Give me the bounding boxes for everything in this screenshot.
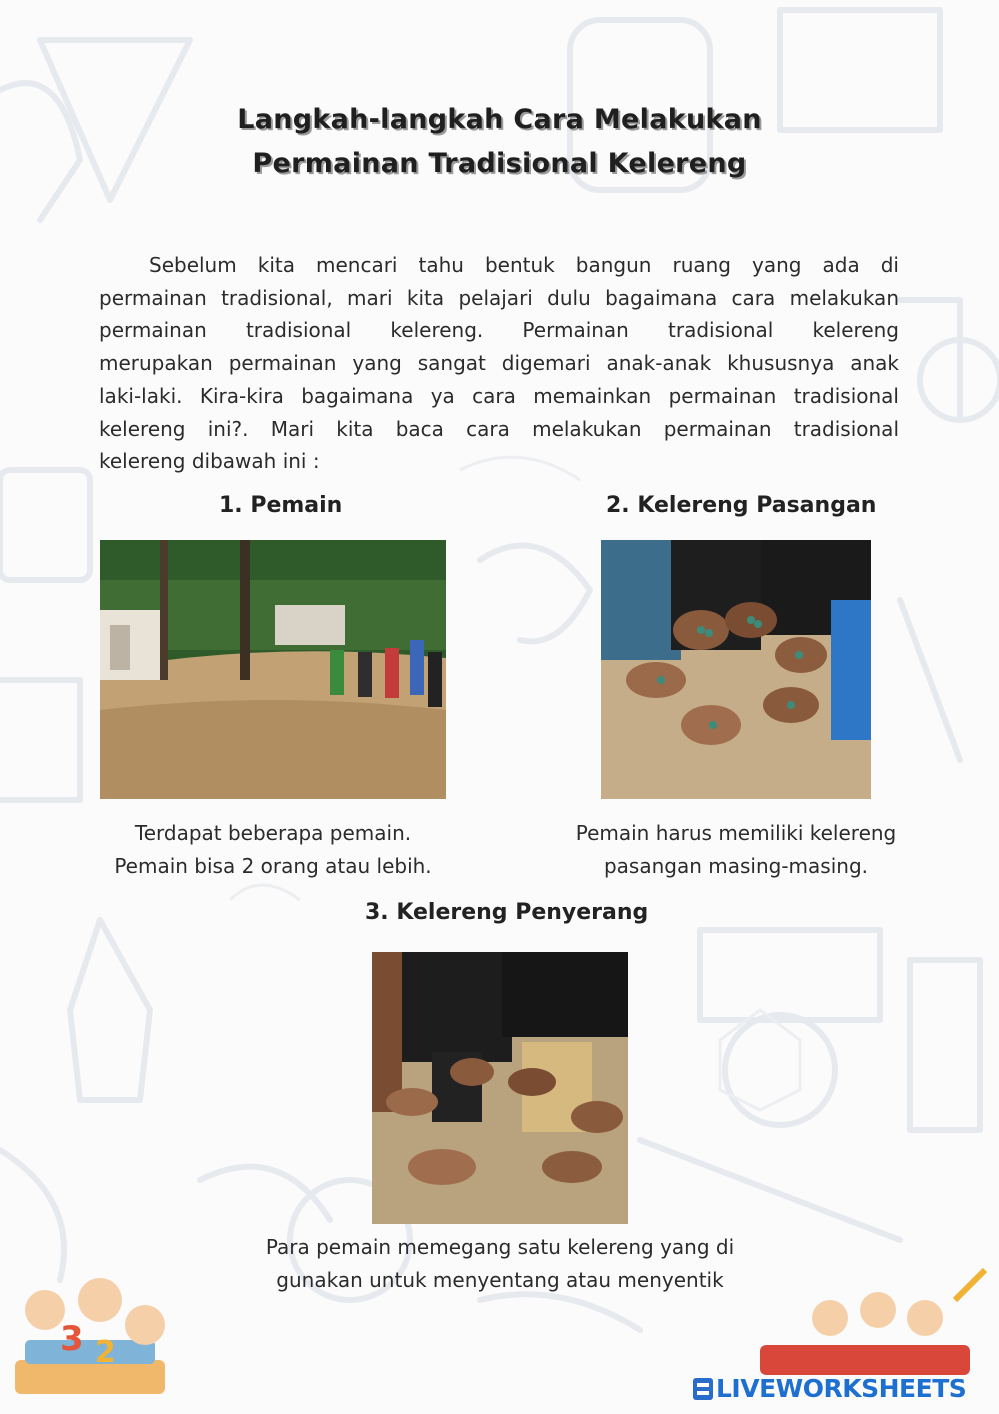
intro-line: merupakan permainan yang sangat digemari anak-anak khususnya anak <box>99 351 899 376</box>
svg-text:3: 3 <box>60 1319 84 1359</box>
step-1-photo <box>100 540 446 799</box>
step-3-caption <box>230 1231 770 1297</box>
step-2-heading: 2. Kelereng Pasangan <box>606 493 877 518</box>
svg-text:2: 2 <box>95 1335 116 1370</box>
intro-paragraph <box>99 249 899 478</box>
caption-line: Para pemain memegang satu kelereng yang di <box>265 1235 735 1259</box>
intro-line: kelereng dibawah ini : <box>99 449 320 474</box>
step-2-caption <box>566 817 906 883</box>
caption-line: gunakan untuk menyentang atau menyentik <box>276 1268 724 1292</box>
caption-line: Terdapat beberapa pemain. <box>134 821 412 845</box>
logo-badge-icon <box>693 1378 713 1400</box>
logo-text: LIVEWORKSHEETS <box>716 1374 967 1403</box>
intro-line: kelereng ini?. Mari kita baca cara melakukan permainan tradisional <box>99 416 899 441</box>
step-2-photo <box>601 540 871 799</box>
step-3-photo <box>372 952 628 1224</box>
caption-line: pasangan masing-masing. <box>603 854 869 878</box>
page-title-line-2: Permainan Tradisional Kelereng <box>252 148 747 179</box>
intro-line: laki-laki. Kira-kira bagaimana ya cara memainkan permainan tradisional <box>99 383 899 408</box>
intro-line: Sebelum kita mencari tahu bentuk bangun ruang yang ada di <box>149 253 899 277</box>
step-1-heading: 1. Pemain <box>219 493 343 518</box>
page-title <box>0 98 999 186</box>
page-title-line-1: Langkah-langkah Cara Melakukan <box>237 104 762 135</box>
intro-line: permainan tradisional, mari kita pelajari dulu bagaimana cara melakukan <box>99 285 899 310</box>
caption-line: Pemain harus memiliki kelereng <box>575 821 897 845</box>
step-1-caption <box>100 817 446 883</box>
intro-line: permainan tradisional kelereng. Permainan tradisional kelereng <box>99 318 899 343</box>
step-3-heading: 3. Kelereng Penyerang <box>365 900 649 925</box>
caption-line: Pemain bisa 2 orang atau lebih. <box>114 854 432 878</box>
liveworksheets-logo[interactable] <box>693 1374 966 1403</box>
